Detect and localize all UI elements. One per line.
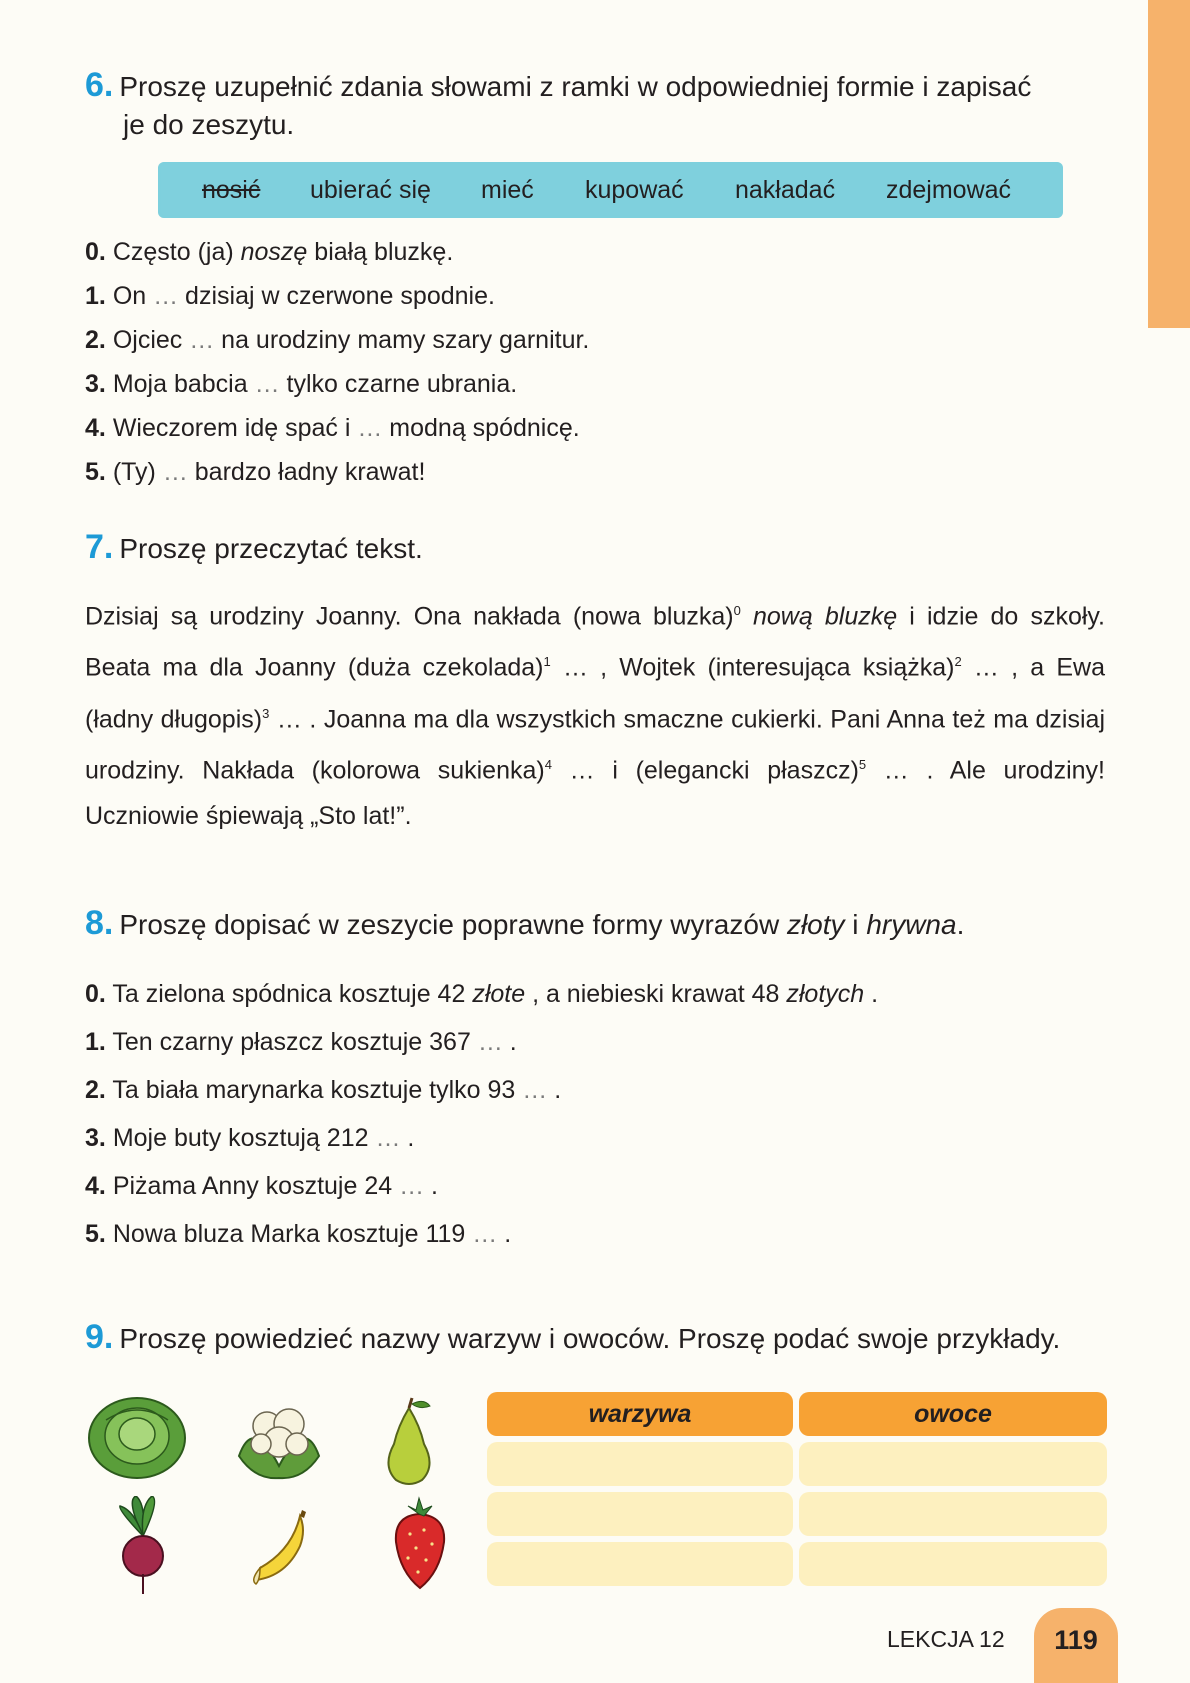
blank: … (477, 1028, 503, 1056)
blank: … (399, 1172, 425, 1200)
example-answer: nową bluzkę (753, 602, 898, 631)
exercise-title-word: hrywna (866, 909, 957, 940)
sentence-line (85, 1220, 511, 1249)
text-run: … . Ale urodziny! Uczniowie śpiewają „Sto lat!”. (85, 756, 1105, 831)
sentence-number: 2. (85, 1076, 106, 1104)
example-answer: złotych (786, 980, 865, 1008)
text-run: … . Joanna ma dla wszystkich smaczne cukierki. Pani Anna też ma dzisiaj urodziny. Nakłada (kolorowa sukienka) (85, 704, 1105, 785)
table-cell (799, 1542, 1107, 1586)
sentence-number: 4. (85, 1172, 106, 1200)
footnote-number: 3 (262, 705, 270, 721)
exercise-title: Proszę powiedzieć nazwy warzyw i owoców. Proszę podać swoje przykłady. (119, 1323, 1061, 1354)
sentence-text: Ta biała marynarka kosztuje tylko 93 (112, 1076, 523, 1104)
sentence-line (85, 1172, 438, 1201)
sentence-text: . (400, 1124, 415, 1152)
exercise-title: Proszę dopisać w zeszycie poprawne formy wyrazów (119, 909, 787, 940)
word-item: nakładać (735, 176, 836, 204)
sentence-text: Ojciec (112, 326, 190, 354)
sentence-line (85, 238, 453, 267)
sentence-number: 1. (85, 1028, 106, 1056)
exercise-title-line1: Proszę uzupełnić zdania słowami z ramki w odpowiedniej formie i zapisać (119, 71, 1032, 102)
text-run: Dzisiaj są urodziny Joanny. Ona nakłada (nowa bluzka) (85, 602, 734, 631)
sentence-line (85, 980, 878, 1009)
sentence-line (85, 1076, 561, 1105)
sentence-text: . (497, 1220, 512, 1248)
sentence-text: , a niebieski krawat 48 (525, 980, 787, 1008)
sentence-line (85, 1124, 414, 1153)
blank: … (189, 326, 215, 354)
exercise-title: . (956, 909, 965, 940)
exercise-title: Proszę przeczytać tekst. (119, 533, 423, 564)
sentence-number: 1. (85, 282, 106, 310)
blank: … (162, 458, 188, 486)
page-number: 119 (1054, 1625, 1098, 1655)
sentence-number: 2. (85, 326, 106, 354)
sentence-line (85, 282, 495, 311)
sentence-text: Ta zielona spódnica kosztuje 42 (112, 980, 473, 1008)
banana-icon (246, 1510, 312, 1588)
text-run: … , Wojtek (interesująca książka) (550, 653, 955, 682)
blank: … (522, 1076, 548, 1104)
footnote-number: 4 (544, 756, 552, 772)
text-run: … , a Ewa (ładny długopis) (85, 653, 1105, 733)
sentence-text: On (112, 282, 154, 310)
blank: … (375, 1124, 401, 1152)
sentence-text: białą bluzkę. (307, 238, 454, 266)
blank: … (153, 282, 179, 310)
sentence-text: Piżama Anny kosztuje 24 (112, 1172, 400, 1200)
sentence-text: Nowa bluza Marka kosztuje 119 (112, 1220, 473, 1248)
sentence-text: (Ty) (112, 458, 163, 486)
exercise-number: 8. (85, 904, 114, 942)
sentence-line (85, 414, 580, 443)
exercise-title: i (844, 909, 867, 940)
blank: … (472, 1220, 498, 1248)
text-run: i idzie do szkoły. Beata ma dla Joanny (duża czekolada) (85, 602, 1106, 682)
exercise-title-word: złoty (786, 909, 845, 940)
sentence-number: 0. (85, 980, 106, 1008)
footnote-number: 0 (733, 603, 741, 618)
column-header-vegetables: warzywa (487, 1392, 793, 1436)
sentence-line (85, 458, 425, 487)
strawberry-icon (390, 1496, 448, 1590)
table-cell (487, 1492, 793, 1536)
chapter-tab (1148, 0, 1190, 328)
exercise-number: 6. (85, 66, 114, 104)
table-cell (487, 1442, 793, 1486)
sentence-text: modną spódnicę. (382, 414, 580, 442)
sentence-line (85, 1028, 517, 1057)
pear-icon (378, 1396, 440, 1488)
footnote-number: 5 (858, 756, 867, 772)
exercise-number: 9. (85, 1318, 114, 1356)
table-cell (799, 1442, 1107, 1486)
table-cell (799, 1492, 1107, 1536)
blank: … (357, 414, 383, 442)
example-answer: złote (472, 980, 526, 1008)
exercise-6-heading (85, 66, 1105, 144)
sentence-text: bardzo ładny krawat! (187, 458, 426, 486)
word-item: ubierać się (310, 176, 431, 204)
page-number-box (1034, 1608, 1118, 1683)
word-item: mieć (481, 176, 534, 204)
word-item: zdejmować (886, 176, 1012, 204)
column-header-fruits: owoce (799, 1392, 1107, 1436)
beetroot-icon (112, 1496, 174, 1596)
sentence-text: . (502, 1028, 517, 1056)
footnote-number: 2 (954, 654, 962, 670)
sentence-text: dzisiaj w czerwone spodnie. (178, 282, 495, 310)
footnote-number: 1 (543, 654, 551, 670)
sentence-number: 5. (85, 458, 106, 486)
blank: … (254, 370, 280, 398)
word-item: kupować (585, 176, 684, 204)
word-box (158, 162, 1063, 218)
sentence-text: . (864, 980, 879, 1008)
cauliflower-icon (233, 1396, 325, 1480)
sentence-text: Ten czarny płaszcz kosztuje 367 (112, 1028, 478, 1056)
cabbage-icon (86, 1390, 188, 1480)
sentence-text: . (547, 1076, 562, 1104)
sentence-number: 3. (85, 1124, 106, 1152)
sentence-text: na urodziny mamy szary garnitur. (214, 326, 590, 354)
sentence-text: Wieczorem idę spać i (112, 414, 358, 442)
sentence-line (85, 370, 517, 399)
sentence-number: 4. (85, 414, 106, 442)
word-item: nosić (202, 176, 261, 204)
example-answer: noszę (240, 238, 308, 266)
reading-text (85, 588, 1105, 839)
sentence-text: Moja babcia (112, 370, 255, 398)
sentence-text: Moje buty kosztują 212 (112, 1124, 376, 1152)
exercise-number: 7. (85, 528, 114, 566)
sentence-number: 0. (85, 238, 106, 266)
sentence-text: tylko czarne ubrania. (279, 370, 518, 398)
sentence-line (85, 326, 589, 355)
text-run: … i (elegancki płaszcz) (551, 756, 859, 785)
exercise-7-heading (85, 528, 1105, 568)
sentence-text: Często (ja) (112, 238, 241, 266)
sentence-text: . (424, 1172, 438, 1200)
lesson-label: LEKCJA 12 (887, 1626, 1005, 1652)
sentence-number: 3. (85, 370, 106, 398)
exercise-8-heading (85, 904, 1105, 944)
exercise-9-heading (85, 1318, 1105, 1358)
sentence-number: 5. (85, 1220, 106, 1248)
exercise-title-line2: je do zeszytu. (123, 109, 295, 140)
table-cell (487, 1542, 793, 1586)
